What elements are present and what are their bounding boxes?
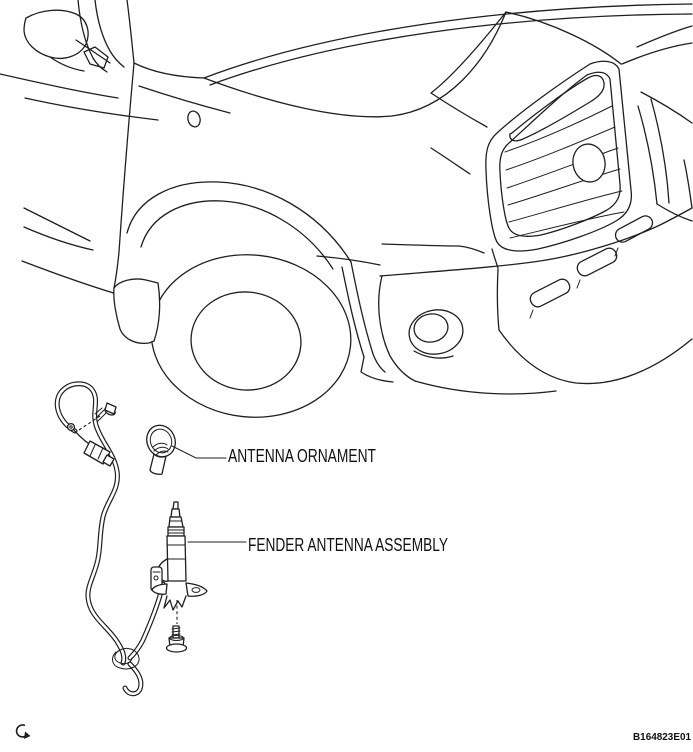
grille-drawing [486, 61, 632, 251]
headlight-fender-drawing [622, 26, 692, 221]
mounting-bolt-drawing [167, 600, 187, 652]
hood-drawing [204, 12, 621, 174]
front-wheel-drawing [114, 182, 393, 427]
fender-antenna-assembly-drawing [151, 502, 207, 610]
mud-flap-drawing [114, 279, 160, 343]
figure-code: B164823E01 [633, 732, 692, 743]
label-fender-antenna-assembly: FENDER ANTENNA ASSEMBLY [248, 535, 448, 555]
bumper-slot-drawing [575, 246, 619, 278]
leader-line-antenna-ornament [172, 446, 226, 458]
side-mirror-drawing [24, 10, 110, 71]
label-antenna-ornament: ANTENNA ORNAMENT [228, 446, 376, 466]
bumper-drawing [317, 208, 692, 394]
antenna-cable-drawing [57, 384, 163, 694]
rotate-marker-icon [17, 725, 31, 739]
door-body-lines-drawing [0, 63, 230, 297]
emblem-drawing [570, 142, 608, 185]
bumper-slot-drawing [528, 277, 572, 309]
